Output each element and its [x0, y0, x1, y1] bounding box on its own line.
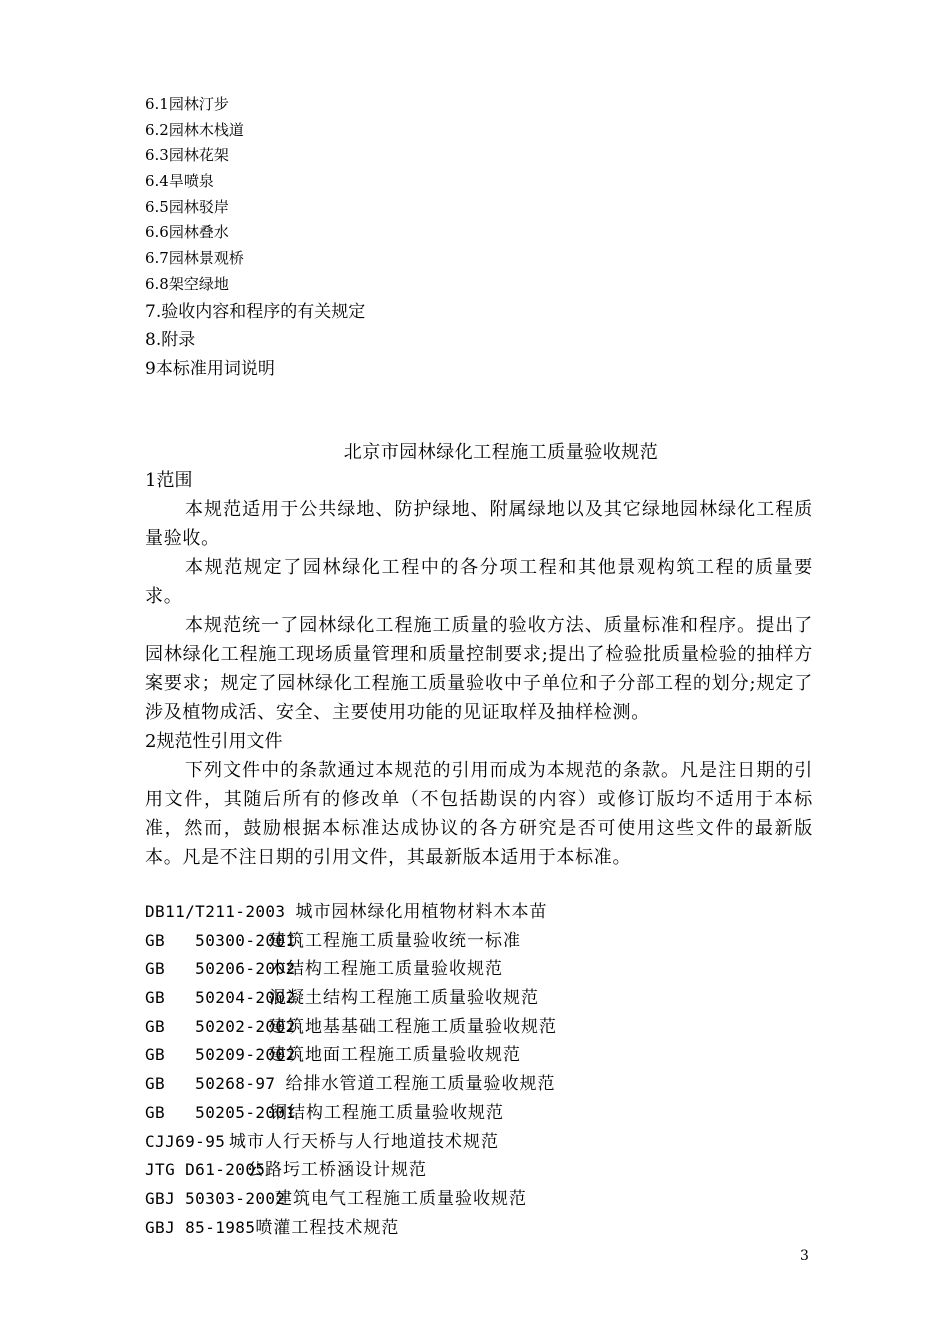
document-body — [145, 466, 813, 872]
table-of-contents — [145, 92, 365, 383]
toc-item: 9本标准用词说明 — [145, 358, 275, 379]
reference-name: 公路圬工桥涵设计规范 — [247, 1160, 427, 1181]
reference-code: GB 50202-2002 — [145, 1016, 296, 1036]
reference-name: 建筑地面工程施工质量验收规范 — [269, 1045, 521, 1066]
reference-name: 城市园林绿化用植物材料木本苗 — [295, 902, 548, 922]
document-title: 北京市园林绿化工程施工质量验收规范 — [343, 442, 659, 463]
toc-item: 6.2园林木栈道 — [145, 120, 244, 139]
reference-code: GB 50204-2002 — [145, 988, 296, 1008]
reference-item — [145, 1214, 555, 1243]
section-heading-scope: 1范围 — [145, 470, 193, 491]
reference-name: 木结构工程施工质量验收规范 — [269, 959, 503, 980]
reference-item — [145, 1013, 555, 1042]
reference-item — [145, 1070, 555, 1099]
reference-name: 建筑电气工程施工质量验收规范 — [275, 1188, 527, 1209]
reference-item — [145, 1128, 555, 1157]
reference-item — [145, 1156, 555, 1185]
reference-name: 建筑工程施工质量验收统一标准 — [269, 930, 521, 951]
toc-item: 7.验收内容和程序的有关规定 — [145, 301, 366, 322]
reference-list — [145, 898, 555, 1242]
paragraph: 本规范统一了园林绿化工程施工质量的验收方法、质量标准和程序。提出了园林绿化工程施工现场质量管理和质量控制要求;提出了检验批质量检验的抽样方案要求；规定了园林绿化工程施工质量验收中子单位和子分部工程的划分;规定了涉及植物成活、安全、主要使用功能的见证取样及抽样检测。 — [145, 615, 813, 723]
reference-code: GB 50205-2001 — [145, 1102, 296, 1122]
reference-code: GB 50300-2001 — [145, 930, 296, 950]
paragraph: 本规范适用于公共绿地、防护绿地、附属绿地以及其它绿地园林绿化工程质量验收。 — [145, 499, 813, 549]
reference-code: GB 50206-2002 — [145, 959, 296, 979]
reference-name: 给排水管道工程施工质量验收规范 — [285, 1074, 556, 1095]
reference-item — [145, 955, 555, 984]
reference-name: 建筑地基基础工程施工质量验收规范 — [269, 1016, 557, 1037]
reference-code: GB 50268-97 — [145, 1074, 286, 1094]
toc-item: 6.3园林花架 — [145, 146, 229, 165]
paragraph: 本规范规定了园林绿化工程中的各分项工程和其他景观构筑工程的质量要求。 — [145, 557, 813, 607]
toc-item: 6.6园林叠水 — [145, 223, 229, 242]
reference-item — [145, 1099, 555, 1128]
toc-item: 6.8架空绿地 — [145, 274, 229, 293]
toc-item: 6.5园林驳岸 — [145, 197, 229, 216]
toc-item: 6.4旱喷泉 — [145, 172, 214, 191]
reference-code: DB11/T211-2003 — [145, 902, 296, 921]
reference-item — [145, 1185, 555, 1214]
reference-code: GBJ 85-1985 — [145, 1217, 256, 1237]
section-heading-references: 2规范性引用文件 — [145, 731, 283, 752]
reference-item — [145, 984, 555, 1013]
reference-code: GB 50209-2002 — [145, 1045, 296, 1065]
reference-item — [145, 1041, 555, 1070]
toc-item: 8.附录 — [145, 330, 196, 350]
reference-item — [145, 927, 555, 956]
reference-name: 钢结构工程施工质量验收规范 — [270, 1102, 504, 1123]
reference-code: GBJ 50303-2002 — [145, 1188, 286, 1208]
page-number: 3 — [800, 1248, 809, 1264]
reference-name: 城市人行天桥与人行地道技术规范 — [229, 1131, 499, 1152]
reference-item — [145, 898, 555, 927]
reference-code: CJJ69-95 — [145, 1131, 226, 1151]
toc-item: 6.7园林景观桥 — [145, 249, 244, 268]
reference-name: 混凝土结构工程施工质量验收规范 — [269, 988, 539, 1009]
reference-code: JTG D61-2005 — [145, 1160, 266, 1180]
paragraph: 下列文件中的条款通过本规范的引用而成为本规范的条款。凡是注日期的引用文件，其随后所有的修改单（不包括勘误的内容）或修订版均不适用于本标准，然而，鼓励根据本标准达成协议的各方研究是否可使用这些文件的最新版本。凡是不注日期的引用文件，其最新版本适用于本标准。 — [145, 760, 813, 868]
toc-item: 6.1园林汀步 — [145, 95, 229, 113]
reference-name: 喷灌工程技术规范 — [255, 1217, 400, 1238]
